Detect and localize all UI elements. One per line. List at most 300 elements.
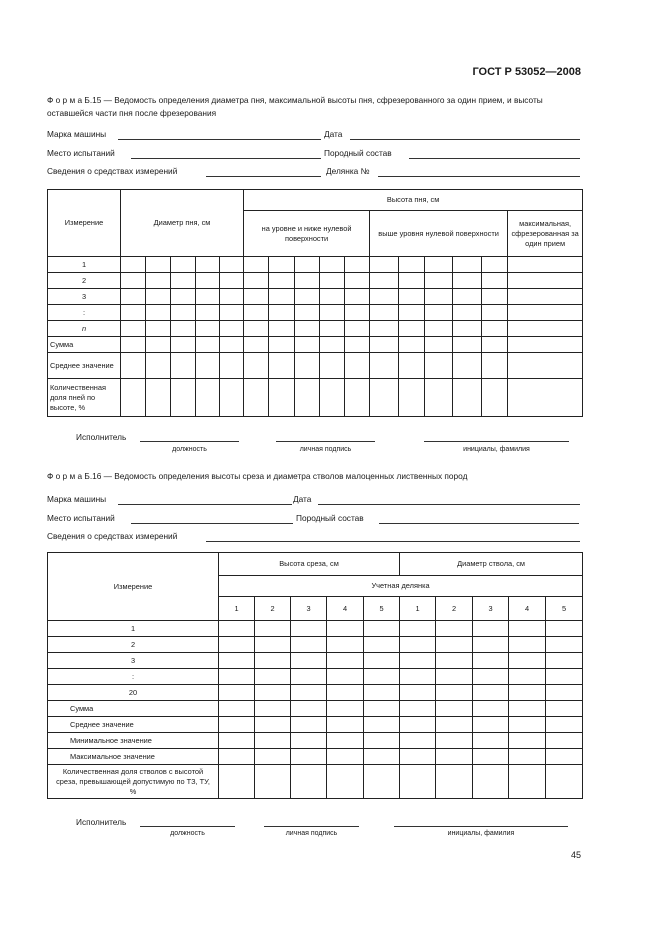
field16-date-line[interactable] — [318, 504, 580, 505]
field-plot-label: Делянка № — [326, 166, 370, 176]
data-cell[interactable] — [370, 321, 399, 337]
field16-breed-label: Породный состав — [296, 513, 364, 523]
data-cell[interactable] — [171, 321, 196, 337]
signature-line[interactable] — [276, 441, 375, 442]
data-cell[interactable] — [220, 379, 244, 417]
data-cell[interactable] — [269, 321, 295, 337]
field-date-label: Дата — [324, 129, 343, 139]
data-cell[interactable] — [436, 765, 473, 799]
data-cell[interactable] — [269, 273, 295, 289]
data-cell[interactable] — [399, 337, 425, 353]
data-cell[interactable] — [364, 637, 400, 653]
data-cell[interactable] — [244, 273, 269, 289]
table-row — [48, 717, 583, 733]
data-cell[interactable] — [320, 353, 345, 379]
executor-label: Исполнитель — [76, 432, 127, 442]
data-cell[interactable] — [436, 749, 473, 765]
data-cell[interactable] — [345, 257, 370, 273]
data-cell[interactable] — [196, 337, 220, 353]
row-label: : — [48, 305, 121, 321]
data-cell[interactable] — [473, 653, 509, 669]
data-cell[interactable] — [171, 379, 196, 417]
field-place-line[interactable] — [131, 158, 321, 159]
data-cell[interactable] — [425, 337, 453, 353]
field-instruments-line[interactable] — [206, 176, 321, 177]
data-cell[interactable] — [171, 353, 196, 379]
header-measure: Измерение — [48, 190, 121, 257]
field-machine-label: Марка машины — [47, 129, 107, 139]
data-cell[interactable] — [482, 321, 508, 337]
data-cell[interactable] — [370, 273, 399, 289]
data-cell[interactable] — [320, 305, 345, 321]
data-cell[interactable] — [171, 305, 196, 321]
data-cell[interactable] — [244, 289, 269, 305]
plot-number: 5 — [364, 597, 400, 621]
data-cell[interactable] — [508, 337, 583, 353]
data-cell[interactable] — [509, 621, 546, 637]
data-cell[interactable] — [546, 669, 583, 685]
data-cell[interactable] — [196, 353, 220, 379]
data-cell[interactable] — [320, 337, 345, 353]
data-cell[interactable] — [219, 717, 255, 733]
executor2-label: Исполнитель — [76, 817, 127, 827]
signature-caption: личная подпись — [299, 446, 352, 453]
data-cell[interactable] — [400, 701, 436, 717]
data-cell[interactable] — [345, 353, 370, 379]
data-cell[interactable] — [219, 637, 255, 653]
data-cell[interactable] — [546, 749, 583, 765]
table-row — [48, 289, 583, 305]
table-row — [48, 305, 583, 321]
data-cell[interactable] — [196, 289, 220, 305]
data-cell[interactable] — [364, 621, 400, 637]
data-cell[interactable] — [509, 653, 546, 669]
data-cell[interactable] — [546, 685, 583, 701]
field16-machine-label: Марка машины — [47, 494, 107, 504]
data-cell[interactable] — [370, 289, 399, 305]
table-row — [48, 621, 583, 637]
standard-code: ГОСТ Р 53052—2008 — [472, 66, 581, 78]
data-cell[interactable] — [453, 305, 482, 321]
data-cell[interactable] — [327, 733, 364, 749]
data-cell[interactable] — [219, 621, 255, 637]
data-cell[interactable] — [269, 337, 295, 353]
data-cell[interactable] — [436, 637, 473, 653]
data-cell[interactable] — [400, 765, 436, 799]
field-instruments-label: Сведения о средствах измерений — [47, 166, 178, 176]
data-cell[interactable] — [171, 257, 196, 273]
data-cell[interactable] — [508, 257, 583, 273]
data-cell[interactable] — [364, 749, 400, 765]
header16-plot: Учетная делянка — [219, 576, 583, 597]
data-cell[interactable] — [220, 257, 244, 273]
data-cell[interactable] — [508, 379, 583, 417]
data-cell[interactable] — [255, 669, 291, 685]
data-cell[interactable] — [345, 321, 370, 337]
form16-table — [47, 552, 583, 799]
plot-number: 4 — [509, 597, 546, 621]
data-cell[interactable] — [400, 733, 436, 749]
field16-instruments-line[interactable] — [206, 541, 580, 542]
data-cell[interactable] — [400, 749, 436, 765]
data-cell[interactable] — [508, 289, 583, 305]
data-cell[interactable] — [121, 273, 146, 289]
data-cell[interactable] — [196, 257, 220, 273]
table-row — [48, 273, 583, 289]
data-cell[interactable] — [121, 257, 146, 273]
data-cell[interactable] — [436, 621, 473, 637]
data-cell[interactable] — [400, 685, 436, 701]
table-row — [48, 653, 583, 669]
data-cell[interactable] — [482, 289, 508, 305]
data-cell[interactable] — [255, 701, 291, 717]
field-place-label: Место испытаний — [47, 148, 115, 158]
data-cell[interactable] — [509, 701, 546, 717]
data-cell[interactable] — [509, 765, 546, 799]
data-cell[interactable] — [364, 653, 400, 669]
data-cell[interactable] — [219, 653, 255, 669]
data-cell[interactable] — [453, 353, 482, 379]
data-cell[interactable] — [295, 379, 320, 417]
row-label: Сумма — [48, 337, 121, 353]
data-cell[interactable] — [219, 669, 255, 685]
data-cell[interactable] — [244, 337, 269, 353]
data-cell[interactable] — [295, 321, 320, 337]
data-cell[interactable] — [146, 321, 171, 337]
data-cell[interactable] — [364, 717, 400, 733]
data-cell[interactable] — [269, 305, 295, 321]
data-cell[interactable] — [291, 669, 327, 685]
signature2-caption: личная подпись — [285, 830, 338, 837]
data-cell[interactable] — [291, 749, 327, 765]
data-cell[interactable] — [364, 765, 400, 799]
data-cell[interactable] — [327, 765, 364, 799]
data-cell[interactable] — [399, 273, 425, 289]
data-cell[interactable] — [295, 353, 320, 379]
header-diameter: Диаметр пня, см — [121, 190, 244, 257]
plot-number: 3 — [291, 597, 327, 621]
data-cell[interactable] — [291, 685, 327, 701]
data-cell[interactable] — [219, 765, 255, 799]
data-cell[interactable] — [436, 685, 473, 701]
data-cell[interactable] — [146, 257, 171, 273]
data-cell[interactable] — [146, 289, 171, 305]
data-cell[interactable] — [255, 717, 291, 733]
data-cell[interactable] — [269, 289, 295, 305]
data-cell[interactable] — [220, 353, 244, 379]
data-cell[interactable] — [436, 733, 473, 749]
data-cell[interactable] — [364, 669, 400, 685]
data-cell[interactable] — [255, 621, 291, 637]
data-cell[interactable] — [546, 653, 583, 669]
signature2-line[interactable] — [264, 826, 359, 827]
data-cell[interactable] — [327, 653, 364, 669]
data-cell[interactable] — [269, 257, 295, 273]
data-cell[interactable] — [473, 621, 509, 637]
table-row — [48, 257, 583, 273]
data-cell[interactable] — [473, 717, 509, 733]
data-cell[interactable] — [255, 749, 291, 765]
field-date-line[interactable] — [350, 139, 580, 140]
field-machine-line[interactable] — [118, 139, 321, 140]
data-cell[interactable] — [364, 701, 400, 717]
data-cell[interactable] — [320, 379, 345, 417]
data-cell[interactable] — [400, 717, 436, 733]
data-cell[interactable] — [220, 321, 244, 337]
header-height: Высота пня, см — [244, 190, 583, 211]
plot-number: 2 — [436, 597, 473, 621]
data-cell[interactable] — [370, 305, 399, 321]
data-cell[interactable] — [291, 653, 327, 669]
position-line[interactable] — [140, 441, 239, 442]
data-cell[interactable] — [399, 321, 425, 337]
data-cell[interactable] — [196, 379, 220, 417]
data-cell[interactable] — [291, 765, 327, 799]
data-cell[interactable] — [482, 353, 508, 379]
data-cell[interactable] — [370, 379, 399, 417]
data-cell[interactable] — [146, 305, 171, 321]
data-cell[interactable] — [196, 273, 220, 289]
data-cell[interactable] — [399, 289, 425, 305]
field16-machine-line[interactable] — [118, 504, 292, 505]
page-number: 45 — [570, 850, 581, 860]
data-cell[interactable] — [295, 289, 320, 305]
data-cell[interactable] — [425, 379, 453, 417]
data-cell[interactable] — [219, 685, 255, 701]
data-cell[interactable] — [219, 733, 255, 749]
data-cell[interactable] — [327, 669, 364, 685]
position-caption: должность — [172, 446, 207, 453]
data-cell[interactable] — [244, 257, 269, 273]
data-cell[interactable] — [220, 273, 244, 289]
data-cell[interactable] — [171, 337, 196, 353]
data-cell[interactable] — [508, 353, 583, 379]
table-row — [48, 337, 583, 353]
data-cell[interactable] — [473, 765, 509, 799]
data-cell[interactable] — [546, 717, 583, 733]
data-cell[interactable] — [453, 273, 482, 289]
data-cell[interactable] — [196, 305, 220, 321]
data-cell[interactable] — [509, 685, 546, 701]
data-cell[interactable] — [508, 321, 583, 337]
data-cell[interactable] — [425, 321, 453, 337]
data-cell[interactable] — [291, 717, 327, 733]
data-cell[interactable] — [364, 685, 400, 701]
data-cell[interactable] — [400, 653, 436, 669]
data-cell[interactable] — [320, 289, 345, 305]
data-cell[interactable] — [425, 305, 453, 321]
data-cell[interactable] — [425, 289, 453, 305]
data-cell[interactable] — [436, 653, 473, 669]
field-plot-line[interactable] — [378, 176, 580, 177]
data-cell[interactable] — [121, 337, 146, 353]
data-cell[interactable] — [121, 289, 146, 305]
data-cell[interactable] — [121, 379, 146, 417]
data-cell[interactable] — [508, 305, 583, 321]
data-cell[interactable] — [509, 637, 546, 653]
data-cell[interactable] — [327, 717, 364, 733]
data-cell[interactable] — [400, 621, 436, 637]
data-cell[interactable] — [146, 379, 171, 417]
data-cell[interactable] — [473, 749, 509, 765]
row-label: 1 — [48, 257, 121, 273]
row-label: : — [48, 669, 219, 685]
plot-number: 5 — [546, 597, 583, 621]
data-cell[interactable] — [327, 621, 364, 637]
data-cell[interactable] — [196, 321, 220, 337]
data-cell[interactable] — [345, 337, 370, 353]
data-cell[interactable] — [436, 669, 473, 685]
data-cell[interactable] — [244, 379, 269, 417]
data-cell[interactable] — [320, 273, 345, 289]
field16-date-label: Дата — [293, 494, 312, 504]
data-cell[interactable] — [171, 289, 196, 305]
plot-number: 1 — [219, 597, 255, 621]
row-label: 20 — [48, 685, 219, 701]
data-cell[interactable] — [295, 337, 320, 353]
data-cell[interactable] — [291, 701, 327, 717]
data-cell[interactable] — [269, 379, 295, 417]
data-cell[interactable] — [244, 353, 269, 379]
data-cell[interactable] — [255, 637, 291, 653]
data-cell[interactable] — [546, 637, 583, 653]
row-label: 1 — [48, 621, 219, 637]
data-cell[interactable] — [473, 685, 509, 701]
table-row — [48, 765, 583, 799]
header16-cut-height: Высота среза, см — [219, 553, 400, 576]
data-cell[interactable] — [370, 337, 399, 353]
plot-number: 2 — [255, 597, 291, 621]
data-cell[interactable] — [345, 379, 370, 417]
plot-number: 4 — [327, 597, 364, 621]
data-cell[interactable] — [171, 273, 196, 289]
data-cell[interactable] — [295, 305, 320, 321]
data-cell[interactable] — [345, 305, 370, 321]
data-cell[interactable] — [291, 733, 327, 749]
data-cell[interactable] — [482, 305, 508, 321]
data-cell[interactable] — [327, 685, 364, 701]
field16-place-line[interactable] — [131, 523, 293, 524]
data-cell[interactable] — [220, 337, 244, 353]
data-cell[interactable] — [295, 273, 320, 289]
data-cell[interactable] — [453, 257, 482, 273]
data-cell[interactable] — [425, 353, 453, 379]
data-cell[interactable] — [121, 305, 146, 321]
data-cell[interactable] — [482, 273, 508, 289]
position2-line[interactable] — [140, 826, 235, 827]
row-label: Среднее значение — [48, 717, 219, 733]
data-cell[interactable] — [255, 733, 291, 749]
data-cell[interactable] — [146, 353, 171, 379]
data-cell[interactable] — [453, 379, 482, 417]
data-cell[interactable] — [400, 669, 436, 685]
data-cell[interactable] — [291, 621, 327, 637]
table-row — [48, 321, 583, 337]
initials2-line[interactable] — [394, 826, 568, 827]
data-cell[interactable] — [146, 273, 171, 289]
field-breed-line[interactable] — [409, 158, 580, 159]
data-cell[interactable] — [244, 321, 269, 337]
data-cell[interactable] — [269, 353, 295, 379]
data-cell[interactable] — [244, 305, 269, 321]
data-cell[interactable] — [327, 637, 364, 653]
data-cell[interactable] — [453, 337, 482, 353]
form15-table — [47, 189, 583, 417]
data-cell[interactable] — [220, 289, 244, 305]
data-cell[interactable] — [473, 669, 509, 685]
row-label: Количественная доля стволов с высотой среза, превышающей допустимую по ТЗ, ТУ, % — [48, 765, 219, 799]
data-cell[interactable] — [425, 273, 453, 289]
data-cell[interactable] — [546, 733, 583, 749]
plot-number: 1 — [400, 597, 436, 621]
data-cell[interactable] — [399, 379, 425, 417]
data-cell[interactable] — [399, 305, 425, 321]
data-cell[interactable] — [370, 257, 399, 273]
data-cell[interactable] — [473, 701, 509, 717]
data-cell[interactable] — [400, 637, 436, 653]
data-cell[interactable] — [509, 749, 546, 765]
data-cell[interactable] — [121, 353, 146, 379]
data-cell[interactable] — [482, 337, 508, 353]
data-cell[interactable] — [295, 257, 320, 273]
data-cell[interactable] — [436, 701, 473, 717]
data-cell[interactable] — [509, 733, 546, 749]
data-cell[interactable] — [219, 701, 255, 717]
data-cell[interactable] — [509, 669, 546, 685]
data-cell[interactable] — [482, 379, 508, 417]
data-cell[interactable] — [473, 733, 509, 749]
position2-caption: должность — [170, 830, 205, 837]
data-cell[interactable] — [482, 257, 508, 273]
data-cell[interactable] — [473, 637, 509, 653]
data-cell[interactable] — [546, 765, 583, 799]
data-cell[interactable] — [220, 305, 244, 321]
data-cell[interactable] — [345, 273, 370, 289]
data-cell[interactable] — [436, 717, 473, 733]
row-label: n — [48, 321, 121, 337]
data-cell[interactable] — [291, 637, 327, 653]
data-cell[interactable] — [320, 257, 345, 273]
data-cell[interactable] — [509, 717, 546, 733]
data-cell[interactable] — [508, 273, 583, 289]
table-row — [48, 669, 583, 685]
data-cell[interactable] — [425, 257, 453, 273]
data-cell[interactable] — [219, 749, 255, 765]
data-cell[interactable] — [327, 701, 364, 717]
data-cell[interactable] — [255, 765, 291, 799]
field16-breed-line[interactable] — [379, 523, 579, 524]
data-cell[interactable] — [255, 653, 291, 669]
data-cell[interactable] — [546, 701, 583, 717]
data-cell[interactable] — [546, 621, 583, 637]
data-cell[interactable] — [320, 321, 345, 337]
row-label: Количественная доля пней по высоте, % — [48, 379, 121, 417]
data-cell[interactable] — [121, 321, 146, 337]
data-cell[interactable] — [345, 289, 370, 305]
data-cell[interactable] — [327, 749, 364, 765]
data-cell[interactable] — [370, 353, 399, 379]
field16-place-label: Место испытаний — [47, 513, 115, 523]
table-row — [48, 701, 583, 717]
data-cell[interactable] — [364, 733, 400, 749]
data-cell[interactable] — [399, 257, 425, 273]
initials-line[interactable] — [424, 441, 569, 442]
data-cell[interactable] — [399, 353, 425, 379]
data-cell[interactable] — [255, 685, 291, 701]
data-cell[interactable] — [146, 337, 171, 353]
data-cell[interactable] — [453, 289, 482, 305]
data-cell[interactable] — [453, 321, 482, 337]
